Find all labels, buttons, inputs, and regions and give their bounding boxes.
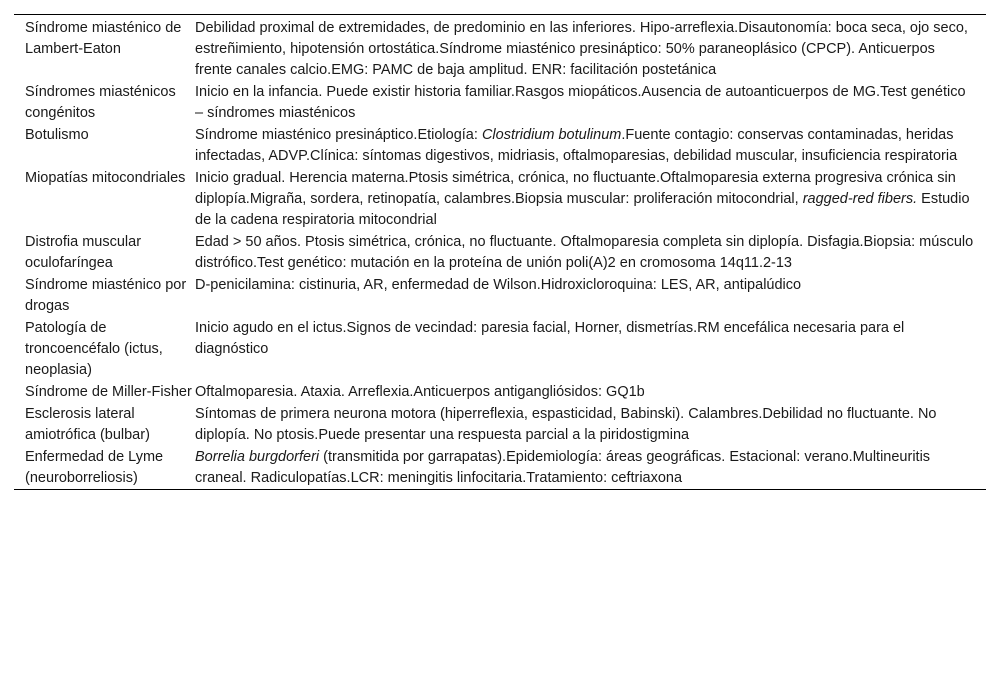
description-cell — [195, 317, 986, 381]
table-row — [14, 15, 986, 82]
differential-diagnosis-table-container — [14, 14, 986, 490]
condition-cell: Síndrome miasténico por drogas — [25, 277, 187, 314]
text-segment: Síntomas de primera neurona motora (hiperreflexia, espasticidad, Babinski). Calambres.Debilidad no fluctuante. No diplopía. No ptosis.Puede presentar una respuesta parcial a la piridostigmina — [195, 406, 937, 443]
condition-cell: Enfermedad de Lyme (neuroborreliosis) — [25, 449, 164, 486]
table-row — [14, 446, 986, 490]
text-segment: Inicio agudo en el ictus.Signos de vecindad: paresia facial, Horner, dismetrías.RM encefálica necesaria para el diagnóstico — [195, 320, 905, 357]
table-row — [14, 317, 986, 381]
condition-cell: Botulismo — [25, 127, 89, 143]
description-cell — [195, 231, 986, 274]
text-segment: D-penicilamina: cistinuria, AR, enfermedad de Wilson.Hidroxicloroquina: LES, AR, antipalúdico — [195, 277, 802, 293]
condition-cell: Síndrome de Miller-Fisher — [25, 384, 192, 400]
condition-cell: Distrofia muscular oculofaríngea — [25, 234, 142, 271]
italic-text-segment: ragged-red fibers. — [802, 191, 918, 207]
text-segment: Síndrome miasténico presináptico.Etiología: — [195, 127, 482, 143]
text-segment: Estudio de la cadena respiratoria mitocondrial — [195, 191, 970, 228]
text-segment: Oftalmoparesia. Ataxia. Arreflexia.Anticuerpos antigangliósidos: GQ1b — [195, 384, 645, 400]
differential-diagnosis-table — [14, 14, 986, 490]
table-row — [14, 81, 986, 124]
italic-text-segment: Borrelia burgdorferi — [195, 449, 320, 465]
table-row — [14, 124, 986, 167]
condition-cell: Esclerosis lateral amiotrófica (bulbar) — [25, 406, 150, 443]
description-cell — [195, 167, 986, 231]
description-cell — [195, 381, 986, 403]
description-cell — [195, 274, 986, 317]
italic-text-segment: Clostridium botulinum — [481, 127, 622, 143]
condition-cell: Síndromes miasténicos congénitos — [25, 84, 176, 121]
text-segment: Inicio gradual. Herencia materna.Ptosis simétrica, crónica, no fluctuante.Oftalmoparesia externa progresiva crónica sin diplopía.Migraña, sordera, retinopatía, calambres.Biopsia muscular: proliferación mitocondrial, — [195, 170, 956, 207]
table-row — [14, 274, 986, 317]
table-row — [14, 381, 986, 403]
condition-cell: Síndrome miasténico de Lambert-Eaton — [25, 20, 182, 57]
table-row — [14, 403, 986, 446]
table-row — [14, 167, 986, 231]
text-segment: .Fuente contagio: conservas contaminadas, heridas infectadas, ADVP.Clínica: síntomas digestivos, midriasis, oftalmoparesias, debilidad muscular, insuficiencia respiratoria — [195, 127, 958, 164]
text-segment: Edad ˃ 50 años. Ptosis simétrica, crónica, no fluctuante. Oftalmoparesia completa sin diplopía. Disfagia.Biopsia: músculo distrófico.Test genético: mutación en la proteína de unión poli(A)2 en cromosoma 14q11.2-13 — [195, 234, 974, 271]
condition-cell: Miopatías mitocondriales — [25, 170, 186, 186]
condition-cell: Patología de troncoencéfalo (ictus, neoplasia) — [25, 320, 163, 378]
description-cell — [195, 15, 986, 82]
description-cell — [195, 446, 986, 490]
description-cell — [195, 403, 986, 446]
description-cell — [195, 124, 986, 167]
table-row — [14, 231, 986, 274]
text-segment: Debilidad proximal de extremidades, de predominio en las inferiores. Hipo-arreflexia.Disautonomía: boca seca, ojo seco, estreñimiento, hipotensión ortostática.Síndrome miasténico presináptico: 50% paraneoplásico (CPCP). Anticuerpos frente canales calcio.EMG: PAMC de baja amplitud. ENR: facilitación postetánica — [195, 20, 968, 78]
table-body — [14, 15, 986, 490]
text-segment: Inicio en la infancia. Puede existir historia familiar.Rasgos miopáticos.Ausencia de autoanticuerpos de MG.Test genético – síndromes miasténicos — [195, 84, 966, 121]
description-cell — [195, 81, 986, 124]
text-segment: (transmitida por garrapatas).Epidemiología: áreas geográficas. Estacional: verano.Multineuritis craneal. Radiculopatías.LCR: meningitis linfocitaria.Tratamiento: ceftriaxona — [195, 449, 931, 486]
